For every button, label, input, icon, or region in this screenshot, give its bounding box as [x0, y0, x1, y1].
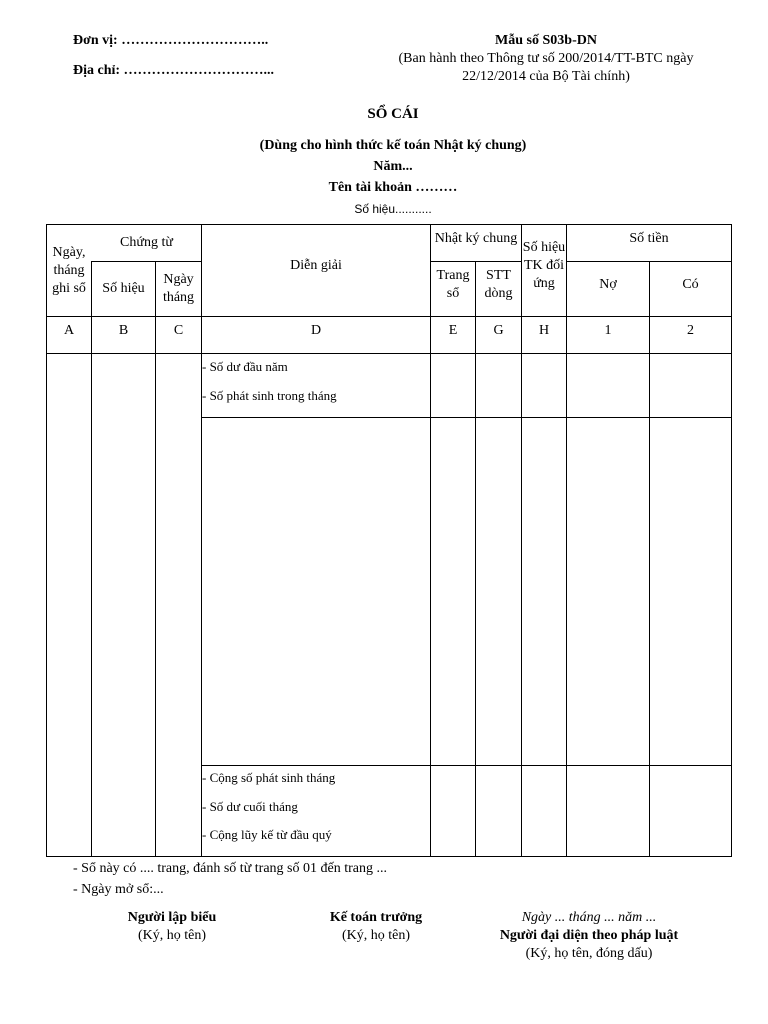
issued-line-1: (Ban hành theo Thông tư số 200/2014/TT-BTC ngày [398, 51, 694, 66]
header-date: Ngày, tháng ghi sổ [52, 244, 86, 296]
code-a: A [63, 323, 75, 338]
note-opened: - Ngày mở sổ:... [73, 882, 164, 897]
code-b: B [118, 323, 129, 338]
header-description: Diễn giải [290, 257, 342, 273]
row-opening-balance: - Số dư đầu năm [202, 359, 288, 374]
code-c: C [173, 323, 184, 338]
signature-preparer [92, 909, 252, 945]
code-h: H [538, 323, 550, 338]
page-title: SỔ CÁI [367, 106, 419, 122]
account-name-line: Tên tài khoản ……… [328, 180, 458, 195]
header-voucher-no: Số hiệu [102, 281, 145, 296]
row-closing-balance: - Số dư cuối tháng [202, 799, 298, 814]
address-field: Địa chỉ: …………………………... [73, 63, 275, 78]
header-journal: Nhật ký chung [434, 230, 518, 246]
note-pages: - Sổ này có .... trang, đánh số từ trang số 01 đến trang ... [73, 861, 387, 876]
code-1: 1 [604, 323, 612, 338]
form-info [386, 32, 706, 86]
header-debit: Nợ [599, 276, 617, 292]
account-number-line: Số hiệu........... [354, 202, 432, 216]
chief-sign-note: (Ký, họ tên) [341, 928, 411, 943]
rep-sign-note: (Ký, họ tên, đóng dấu) [525, 946, 653, 961]
row-total-arising: - Cộng số phát sinh tháng [202, 770, 336, 785]
signature-chief-accountant [296, 909, 456, 945]
unit-field: Đơn vị: ………………………….. [73, 33, 269, 48]
code-2: 2 [687, 323, 694, 338]
signature-representative [470, 909, 708, 963]
header-amount: Số tiền [629, 230, 669, 246]
issued-line-2: 22/12/2014 của Bộ Tài chính) [462, 69, 630, 84]
code-d: D [310, 323, 322, 338]
year-line: Năm... [373, 159, 413, 174]
header-credit: Có [682, 276, 699, 292]
page-subtitle: (Dùng cho hình thức kế toán Nhật ký chung) [259, 138, 527, 153]
preparer-sign-note: (Ký, họ tên) [137, 928, 207, 943]
date-line: Ngày ... tháng ... năm ... [521, 910, 657, 925]
code-e: E [448, 323, 458, 338]
header-page-no: Trang sổ [436, 267, 470, 301]
rep-title: Người đại diện theo pháp luật [499, 928, 679, 943]
header-contra-account: Số hiệu TK đối ứng [522, 239, 566, 291]
header-voucher: Chứng từ [120, 235, 173, 250]
preparer-title: Người lập biểu [127, 910, 217, 925]
row-cumulative: - Cộng lũy kế từ đầu quý [202, 827, 332, 842]
header-voucher-date: Ngày tháng [162, 272, 195, 305]
form-number: Mẫu số S03b-DN [495, 33, 597, 48]
chief-title: Kế toán trưởng [329, 910, 423, 925]
header-line-no: STT dòng [484, 267, 513, 301]
code-g: G [493, 323, 504, 338]
row-period-arising: - Số phát sinh trong tháng [202, 388, 337, 403]
